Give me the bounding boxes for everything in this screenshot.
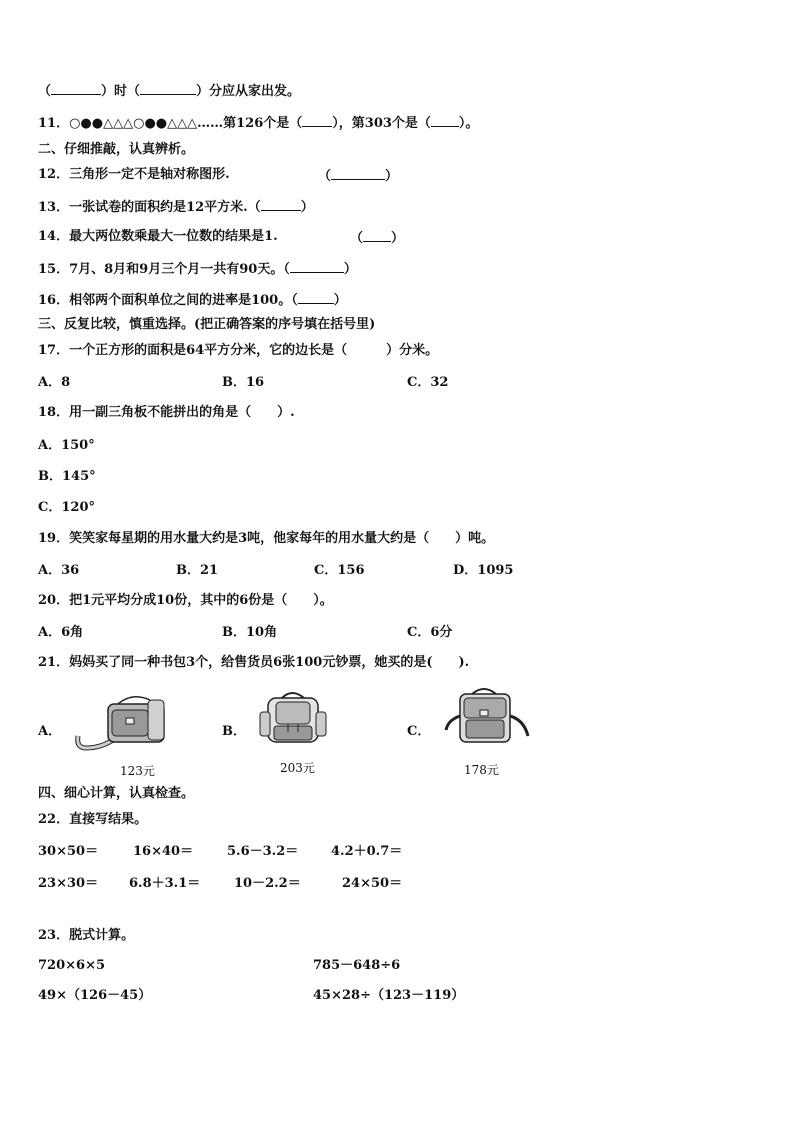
- calc-item: 5.6－3.2＝: [227, 844, 299, 859]
- section-2-title: 二、仔细推敲，认真辨析。: [38, 142, 195, 157]
- q18-option-b[interactable]: B．145°: [38, 469, 96, 484]
- question-14: 14．最大两位数乘最大一位数的结果是1.: [38, 229, 278, 244]
- q20-option-a[interactable]: A．6角: [38, 625, 84, 640]
- question-17: 17．一个正方形的面积是64平方分米，它的边长是（ ）分米。: [38, 343, 439, 358]
- expression-item: 49×（126－45）: [38, 988, 152, 1003]
- calc-item: 23×30＝: [38, 876, 99, 891]
- hour-blank[interactable]: [51, 82, 101, 95]
- expression-item: 785－648÷6: [313, 958, 401, 973]
- q14-answer-bracket: （ ）: [350, 231, 405, 246]
- q16-blank[interactable]: [298, 291, 334, 304]
- expression-item: 720×6×5: [38, 958, 106, 973]
- q19-option-b[interactable]: B．21: [176, 563, 219, 578]
- q11-blank-1[interactable]: [302, 114, 332, 127]
- q14-blank[interactable]: [363, 229, 391, 242]
- q18-option-c[interactable]: C．120°: [38, 500, 95, 515]
- question-22: 22．直接写结果。: [38, 812, 148, 827]
- question-11: 11．○●●△△△○●●△△△……第126个是（ ），第303个是（ ）。: [38, 116, 479, 131]
- calc-item: 30×50＝: [38, 844, 99, 859]
- q21-option-b[interactable]: B．: [222, 724, 246, 739]
- q18-option-a[interactable]: A．150°: [38, 438, 95, 453]
- q19-option-c[interactable]: C．156: [314, 563, 365, 578]
- q13-blank[interactable]: [261, 198, 301, 211]
- satchel-image: [444, 686, 534, 748]
- question-16: 16．相邻两个面积单位之间的进率是100。（ ）: [38, 293, 347, 308]
- price-c: 178元: [464, 763, 499, 777]
- q21-option-a[interactable]: A．: [38, 724, 62, 739]
- q20-option-c[interactable]: C．6分: [407, 625, 453, 640]
- calc-item: 16×40＝: [133, 844, 194, 859]
- price-b: 203元: [280, 761, 315, 775]
- question-12: 12．三角形一定不是轴对称图形.: [38, 167, 230, 182]
- section-3-title: 三、反复比较，慎重选择。(把正确答案的序号填在括号里): [38, 317, 376, 332]
- expression-item: 45×28÷（123－119）: [313, 988, 465, 1003]
- question-18: 18．用一副三角板不能拼出的角是（ ）.: [38, 405, 295, 420]
- q11-blank-2[interactable]: [431, 114, 459, 127]
- q17-option-b[interactable]: B．16: [222, 375, 265, 390]
- q12-answer-bracket: （ ）: [318, 169, 399, 184]
- question-19: 19．笑笑家每星期的用水量大约是3吨，他家每年的用水量大约是（ ）吨。: [38, 531, 495, 546]
- q15-blank[interactable]: [290, 260, 344, 273]
- minute-blank[interactable]: [140, 82, 196, 95]
- question-13: 13．一张试卷的面积约是12平方米.（ ）: [38, 200, 314, 215]
- question-15: 15．7月、8月和9月三个月一共有90天。（ ）: [38, 262, 357, 277]
- calc-item: 24×50＝: [342, 876, 403, 891]
- q20-option-b[interactable]: B．10角: [222, 625, 278, 640]
- q17-option-a[interactable]: A．8: [38, 375, 71, 390]
- q10-blank-line: （ ）时（ ）分应从家出发。: [38, 84, 301, 99]
- question-21: 21．妈妈买了同一种书包3个，给售货员6张100元钞票，她买的是( ).: [38, 655, 470, 670]
- calc-item: 4.2＋0.7＝: [331, 844, 403, 859]
- section-4-title: 四、细心计算，认真检查。: [38, 786, 195, 801]
- calc-item: 6.8＋3.1＝: [129, 876, 201, 891]
- backpack-image: [258, 688, 328, 748]
- question-23: 23．脱式计算。: [38, 928, 135, 943]
- question-20: 20．把1元平均分成10份，其中的6份是（ ）。: [38, 593, 333, 608]
- q19-option-d[interactable]: D．1095: [453, 563, 514, 578]
- shoulder-bag-image: [72, 690, 172, 752]
- q17-option-c[interactable]: C．32: [407, 375, 449, 390]
- calc-item: 10－2.2＝: [234, 876, 301, 891]
- price-a: 123元: [120, 764, 155, 778]
- q12-blank[interactable]: [331, 167, 385, 180]
- q21-option-c[interactable]: C．: [407, 724, 431, 739]
- q19-option-a[interactable]: A．36: [38, 563, 80, 578]
